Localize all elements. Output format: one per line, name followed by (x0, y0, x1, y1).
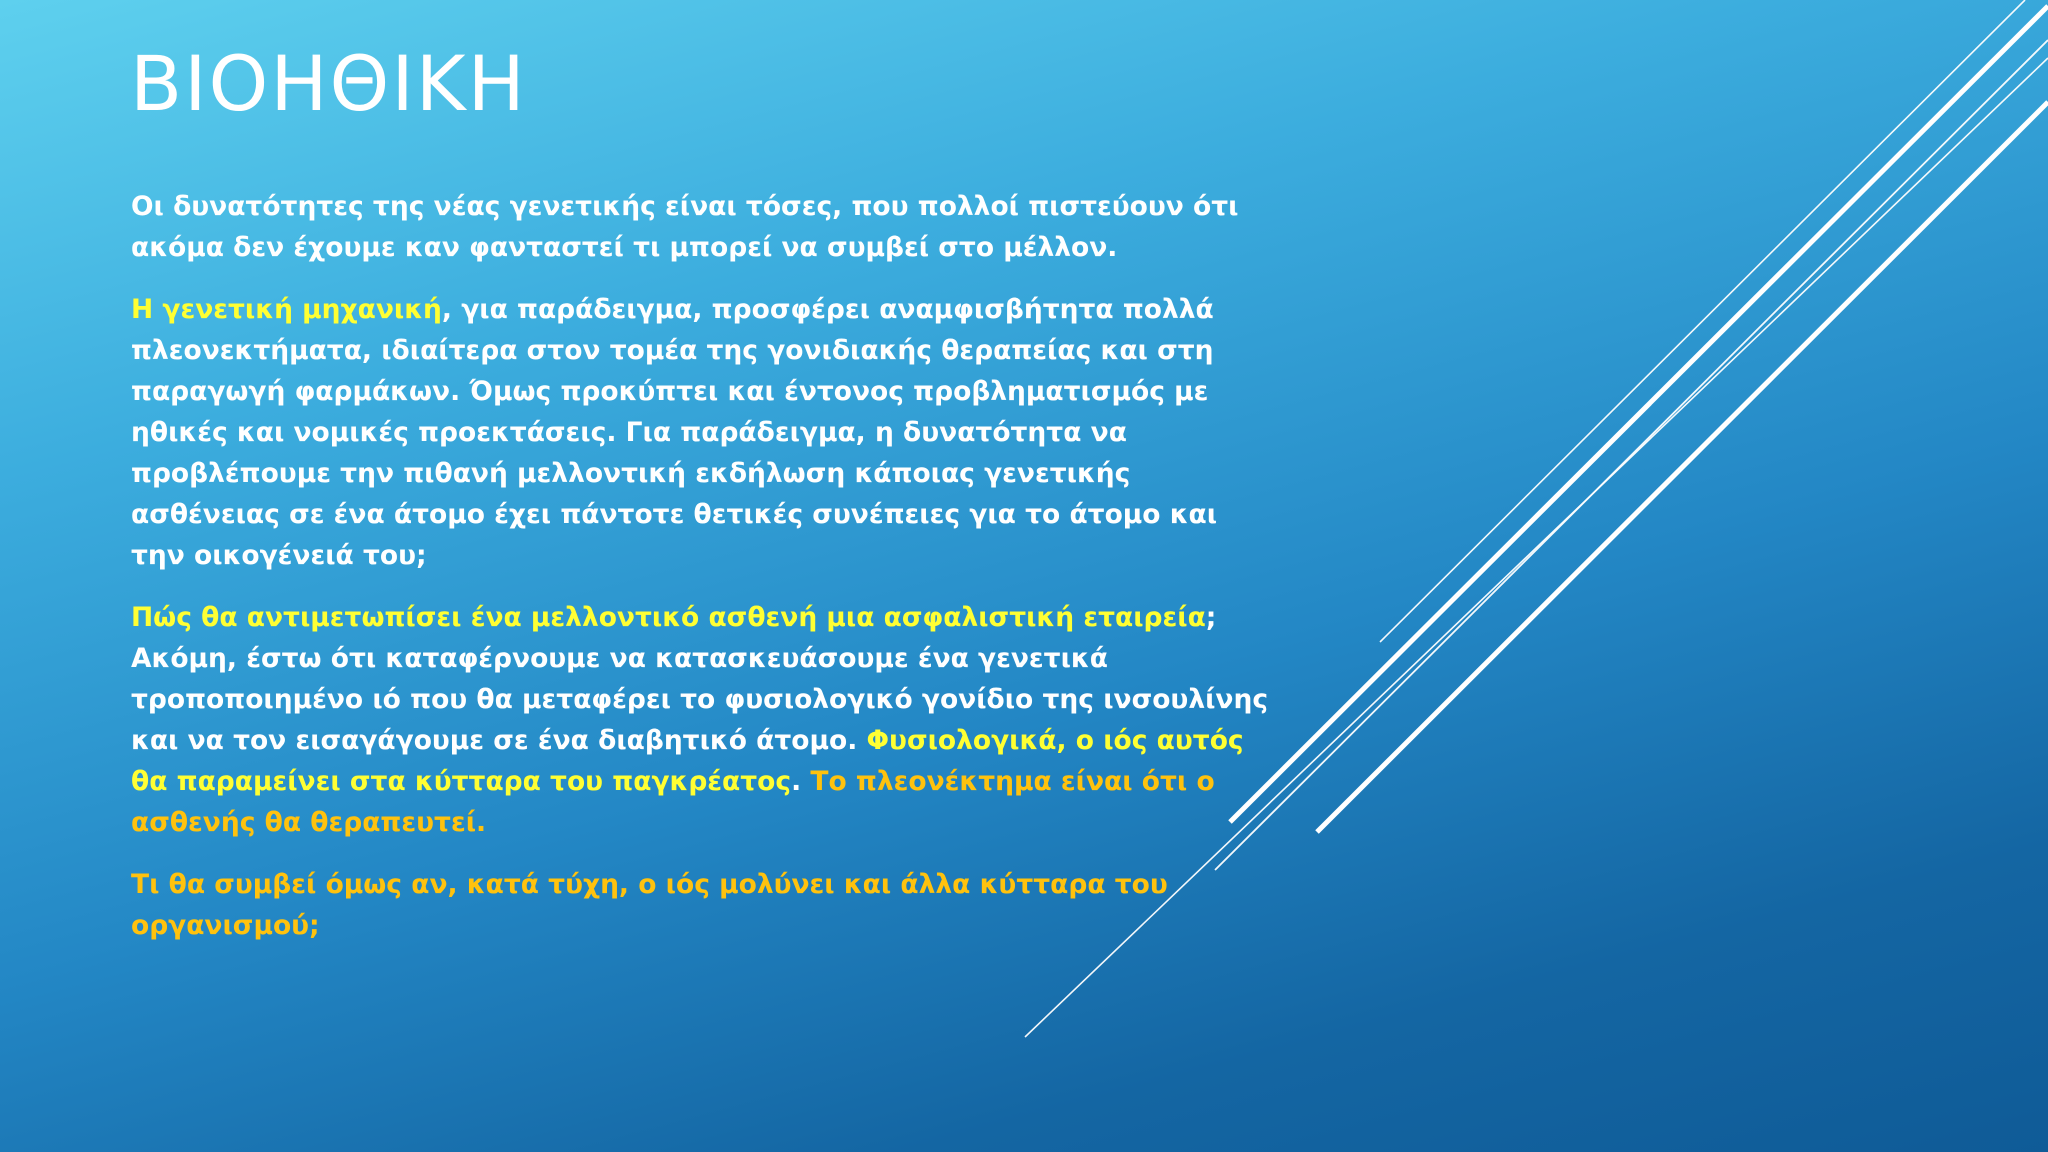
insurance-question-highlight: Πώς θα αντιμετωπίσει ένα μελλοντικό ασθενή μια ασφαλιστική εταιρεία (131, 602, 1206, 633)
paragraph-3-separator: . (791, 766, 811, 797)
genetic-engineering-highlight: Η γενετική μηχανική (131, 294, 442, 325)
paragraph-3-text: ; Ακόμη, έστω ότι καταφέρνουμε να κατασκευάσουμε ένα γενετικά τροποποιημένο ιό που θα μεταφέρει το φυσιολογικό γονίδιο της ινσουλίνης και να τον εισαγάγουμε σε ένα διαβητικό άτομο. (131, 602, 1269, 756)
virus-pancreas-highlight: Φυσιολογικά, ο ιός αυτός θα παραμείνει στα κύτταρα του παγκρέατος (131, 725, 1244, 797)
paragraph-2 (131, 289, 1271, 576)
paragraph-2-text: , για παράδειγμα, προσφέρει αναμφισβήτητα πολλά πλεονεκτήματα, ιδιαίτερα στον τομέα της γονιδιακής θεραπείας και στη παραγωγή φαρμάκων. Όμως προκύπτει και έντονος προβληματισμός με ηθικές και νομικές προεκτάσεις. Για παράδειγμα, η δυνατότητα να προβλέπουμε την πιθανή μελλοντική εκδήλωση κάποιας γενετικής ασθένειας σε ένα άτομο έχει πάντοτε θετικές συνέπειες για το άτομο και την οικογένειά του; (131, 294, 1218, 571)
diagonal-line-thin-1 (1380, 0, 2025, 642)
slide-body (131, 186, 1271, 967)
diagonal-line-thin-2 (1215, 40, 2048, 870)
paragraph-1-text: Οι δυνατότητες της νέας γενετικής είναι τόσες, που πολλοί πιστεύουν ότι ακόμα δεν έχουμε καν φανταστεί τι μπορεί να συμβεί στο μέλλον. (131, 191, 1239, 263)
diagonal-line-thick-2 (1317, 102, 2048, 832)
paragraph-1 (131, 186, 1271, 268)
slide-title: ΒΙΟΗΘΙΚΗ (130, 39, 527, 128)
paragraph-4 (131, 864, 1271, 946)
final-question-highlight: Τι θα συμβεί όμως αν, κατά τύχη, ο ιός μολύνει και άλλα κύτταρα του οργανισμού; (131, 869, 1168, 941)
diagonal-line-thick-1 (1230, 6, 2048, 822)
paragraph-3 (131, 597, 1271, 843)
advantage-highlight: Το πλεονέκτημα είναι ότι ο ασθενής θα θεραπευτεί. (131, 766, 1215, 838)
